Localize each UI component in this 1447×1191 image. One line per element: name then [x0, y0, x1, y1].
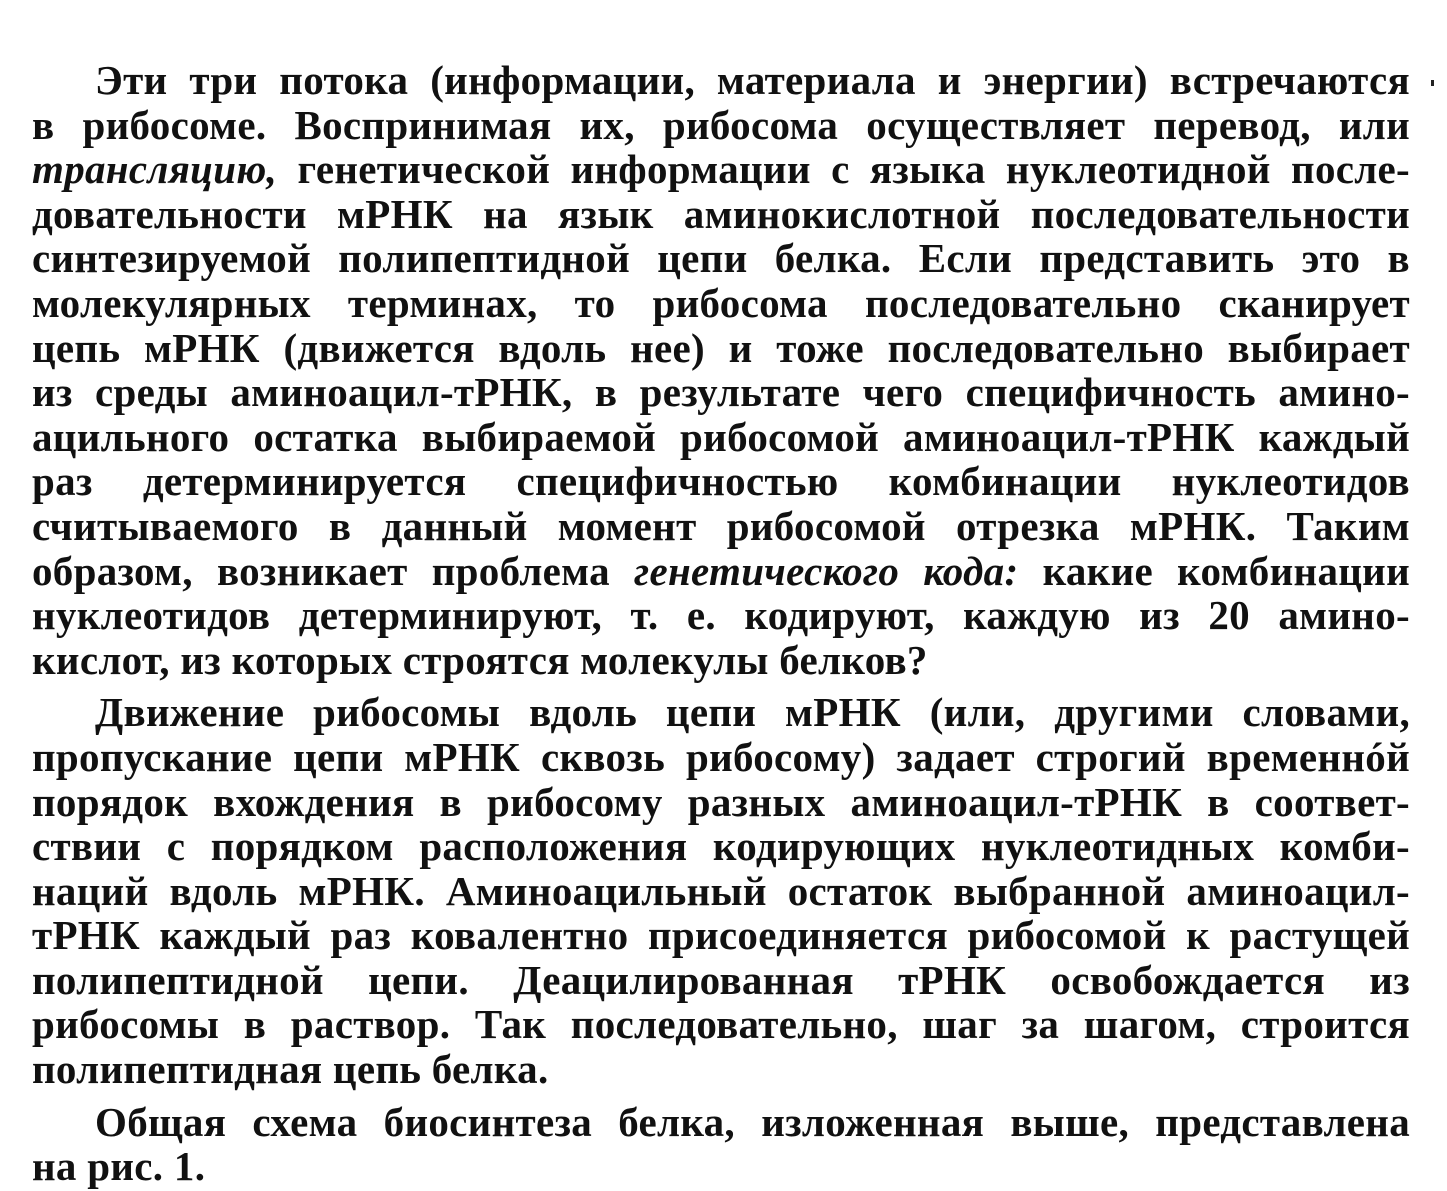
text-line: в рибосоме. Воспринимая их, рибосома осуществляет перевод, или: [32, 101, 1410, 148]
text-line-with-italic: [32, 549, 1410, 594]
paragraph-2: [32, 690, 1410, 1091]
text-line: ствии с порядком расположения кодирующих нуклеотидных комби-: [32, 823, 1410, 870]
text-line-with-italic: [32, 147, 1410, 192]
text-line: наций вдоль мРНК. Аминоацильный остаток выбранной аминоацил-: [32, 867, 1410, 914]
scan-speck: [1431, 80, 1434, 86]
text-line: полипептидной цепи. Деацилированная тРНК освобождается из: [32, 956, 1410, 1003]
text-line: считываемого в данный момент рибосомой отрезка мРНК. Таким: [32, 502, 1410, 549]
text-line: довательности мРНК на язык аминокислотной последовательности: [32, 190, 1410, 237]
text-line: Эти три потока (информации, материала и энергии) встречаются: [95, 57, 1410, 103]
text-line: нуклеотидов детерминируют, т. е. кодируют, каждую из 20 амино-: [32, 592, 1410, 639]
text-line: порядок вхождения в рибосому разных аминоацил-тРНК в соответ-: [32, 778, 1410, 825]
text-fragment: генетической информации с языка нуклеотидной после-: [277, 146, 1410, 193]
paragraph-1: [32, 58, 1410, 682]
text-line: тРНК каждый раз ковалентно присоединяется рибосомой к растущей: [32, 912, 1410, 959]
text-line: кислот, из которых строятся молекулы белков?: [32, 636, 928, 683]
text-line: Движение рибосомы вдоль цепи мРНК (или, другими словами,: [95, 689, 1410, 736]
text-line: на рис. 1.: [32, 1143, 206, 1190]
text-line: пропускание цепи мРНК сквозь рибосому) задает строгий временнóй: [32, 733, 1410, 780]
text-line: цепь мРНК (движется вдоль нее) и тоже последовательно выбирает: [32, 324, 1410, 371]
text-line: Общая схема биосинтеза белка, изложенная выше, представлена: [95, 1098, 1410, 1145]
italic-term-translation: трансляцию,: [32, 146, 278, 193]
text-fragment: образом, возникает проблема: [32, 547, 635, 594]
paragraph-3: [32, 1100, 1410, 1189]
text-line: ацильного остатка выбираемой рибосомой аминоацил-тРНК каждый: [32, 413, 1410, 460]
text-line: полипептидная цепь белка.: [32, 1046, 549, 1093]
text-line: раз детерминируется специфичностью комбинации нуклеотидов: [32, 458, 1410, 505]
italic-term-genetic-code: генетического кода:: [634, 547, 1019, 594]
text-line: рибосомы в раствор. Так последовательно, шаг за шагом, строится: [32, 1001, 1410, 1048]
text-line: из среды аминоацил-тРНК, в результате чего специфичность амино-: [32, 369, 1410, 416]
text-fragment: какие комбинации: [1018, 547, 1411, 594]
text-line: синтезируемой полипептидной цепи белка. Если представить это в: [32, 235, 1410, 282]
document-page: [32, 58, 1410, 1189]
text-line: молекулярных терминах, то рибосома последовательно сканирует: [32, 279, 1410, 326]
